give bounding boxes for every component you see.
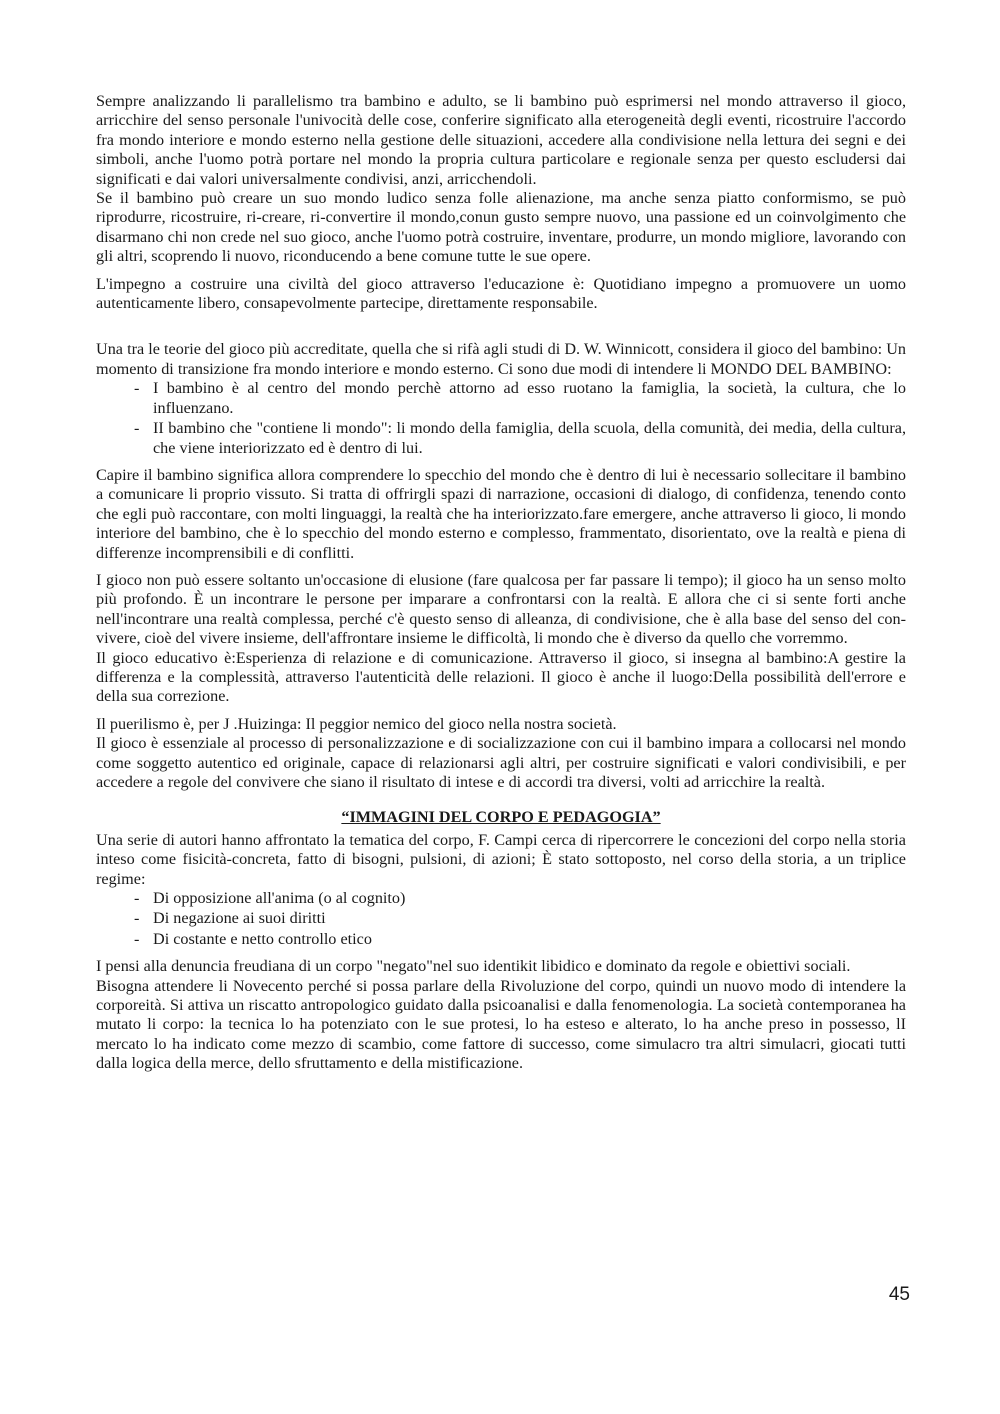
paragraph: I gioco non può essere soltanto un'occasione di elusione (fare qualcosa per far passare li tempo); il gioco ha un senso molto più profondo. È un incontrare le persone per imparare a confrontarsi con la realtà. E allora che ci si sente forti anche nell'incontrare una realtà complessa, perché c'è questo senso di alleanza, di condivisione, che è alla base del senso del con-vivere, cioè del vivere insieme, dell'affrontare insieme le difficoltà, li mondo che è diverso da quello che vorremmo. [96,570,906,648]
paragraph: Se il bambino può creare un suo mondo ludico senza folle alienazione, ma anche senza piatto conformismo, se può riprodurre, ricostruire, ri-creare, ri-convertire il mondo,conun gusto sempre nuovo, una passione ed un coinvolgimento che disarmano chi non crede nel suo gioco, anche l'uomo potrà costruire, inventare, produrre, un mondo migliore, lavorando con gli altri, scoprendo li nuovo, riconducendo a bene comune tutte le sue opere. [96,189,906,266]
page-body [96,92,906,1074]
paragraph: Il gioco è essenziale al processo di personalizzazione e di socializzazione con cui il bambino impara a collocarsi nel mondo come soggetto autentico ed originale, capace di relazionarsi agli altri, per costruire significati e valori condivisibili, e per accedere a regole del convivere che siano il risultato di intese e di accordi tra diversi, volti ad arricchire la realtà. [96,734,906,791]
paragraph: I pensi alla denuncia freudiana di un corpo "negato"nel suo identikit libidico e dominato da regole e obiettivi sociali. [96,957,851,976]
list-item [134,419,906,458]
paragraph: Il puerilismo è, per J .Huizinga: Il peggior nemico del gioco nella nostra società. [96,714,617,733]
list-item-text: Di costante e netto controllo etico [153,929,372,948]
paragraph: Una tra le teorie del gioco più accreditate, quella che si rifà agli studi di D. W. Winnicott, considera il gioco del bambino: Un momento di transizione fra mondo interiore e mondo esterno. Ci sono due modi di intendere li MONDO DEL BAMBINO: [96,340,906,378]
list-item [134,909,906,928]
section-heading: “IMMAGINI DEL CORPO E PEDAGOGIA” [341,808,661,827]
bullet-list [96,379,906,458]
dash-bullet: - [134,889,140,908]
dash-bullet: - [134,419,140,438]
list-item-text: I bambino è al centro del mondo perchè attorno ad esso ruotano la famiglia, la società, la cultura, che lo influenzano. [153,379,906,417]
paragraph: Capire il bambino significa allora comprendere lo specchio del mondo che è dentro di lui è necessario sollecitare il bambino a comunicare li proprio vissuto. Si tratta di offrirgli spazi di narrazione, occasioni di dialogo, di confidenza, tenendo conto che egli può raccontare, con molti linguaggi, la realtà che ha interiorizzato.fare emergere, anche attraverso li gioco, li mondo interiore del bambino, che è lo specchio del mondo esterno e complesso, frammentato, disorientato, ove la realtà e piena di differenze incomprensibili e di conflitti. [96,465,906,562]
dash-bullet: - [134,929,140,948]
bullet-list [96,889,906,949]
list-item [134,379,906,418]
paragraph: Sempre analizzando li parallelismo tra bambino e adulto, se li bambino può esprimersi nel mondo attraverso il gioco, arricchire del senso personale l'univocità delle cose, conferire significato alla eterogeneità degli eventi, ricostruire l'accordo fra mondo interiore e mondo esterno nella gestione delle situazioni, accedere alla condivisione nella lettura dei segni e dei simboli, anche l'uomo potrà portare nel mondo la propria cultura particolare e regionale senza per questo escludersi dai significati e dai valori universalmente condivisi, anzi, arricchendoli. [96,92,906,188]
paragraph: L'impegno a costruire una civiltà del gioco attraverso l'educazione è: Quotidiano impegno a promuovere un uomo autenticamente libero, consapevolmente partecipe, direttamente responsabile. [96,274,906,313]
page-number: 45 [888,1284,910,1305]
dash-bullet: - [134,909,140,928]
dash-bullet: - [134,379,140,398]
list-item-text: II bambino che "contiene li mondo": li mondo della famiglia, della scuola, della comunità, dei media, della cultura, che viene interiorizzato ed è dentro di lui. [153,419,906,457]
paragraph: Una serie di autori hanno affrontato la tematica del corpo, F. Campi cerca di ripercorrere le concezioni del corpo nella storia inteso come fisicità-concreta, fatto di bisogni, pulsioni, di azioni; È stato sottoposto, nel corso della storia, a un triplice regime: [96,830,906,888]
paragraph: Bisogna attendere li Novecento perché si possa parlare della Rivoluzione del corpo, quindi un nuovo modo di intendere la corporeità. Si attiva un riscatto antropologico guidato dalla psicoanalisi e dalla fenomenologia. La società contemporanea ha mutato li corpo: la tecnica lo ha potenziato con le sue protesi, lo ha esteso e alterato, lo ha anche preso in possesso, lI mercato lo ha indicato come mezzo di scambio, come fattore di successo, come simulacro tra altri simulacri, giocati tutti dalla logica della merce, dello sfruttamento e della mistificazione. [96,976,906,1073]
list-item-text: Di negazione ai suoi diritti [153,909,326,928]
list-item [134,930,906,949]
list-item [134,889,906,908]
paragraph: Il gioco educativo è:Esperienza di relazione e di comunicazione. Attraverso il gioco, si insegna al bambino:A gestire la differenza e la complessità, attraverso l'autenticità delle relazioni. Il gioco è anche il luogo:Della possibilità dell'errore e della sua correzione. [96,648,906,706]
list-item-text: Di opposizione all'anima (o al cognito) [153,889,406,908]
